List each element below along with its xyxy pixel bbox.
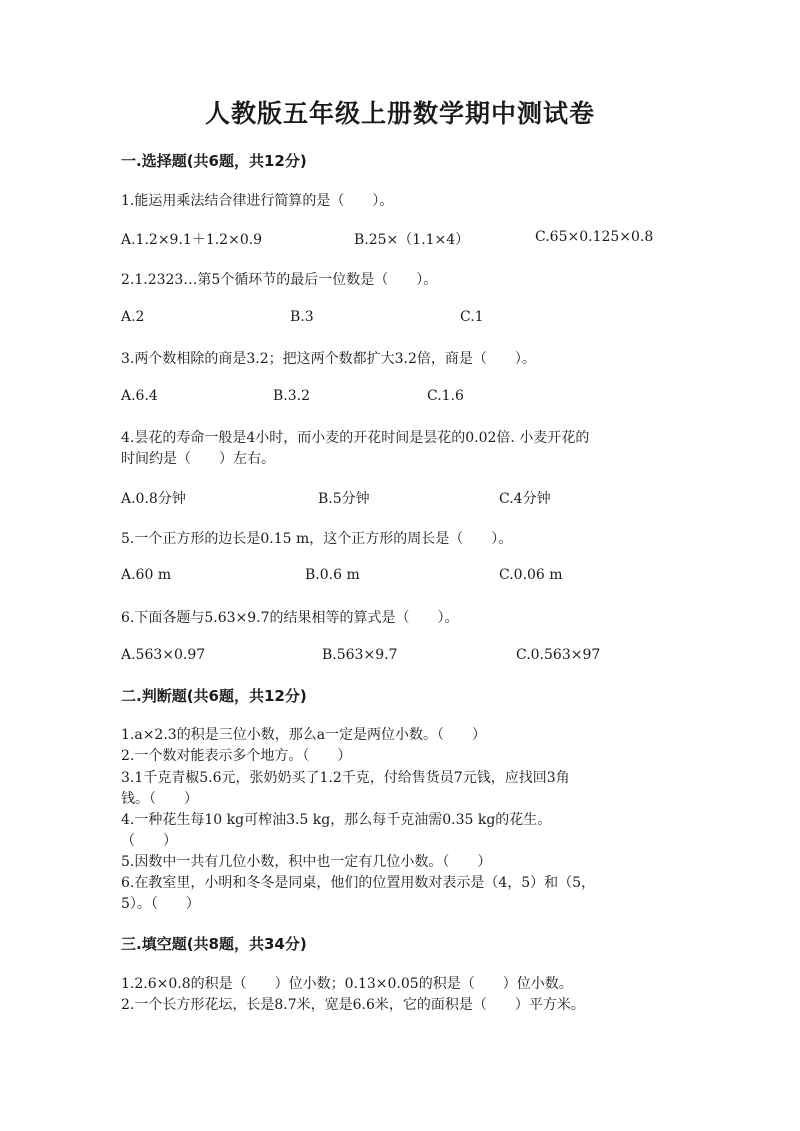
judge-line: 钱。（ ） bbox=[121, 791, 198, 807]
exam-title: 人教版五年级上册数学期中测试卷 bbox=[204, 99, 595, 128]
option-b: B.3 bbox=[290, 309, 314, 325]
option-a: A.60 m bbox=[121, 567, 172, 583]
question-text: 6.下面各题与5.63×9.7的结果相等的算式是（ ）。 bbox=[121, 610, 459, 626]
option-c: C.1 bbox=[460, 309, 484, 325]
section-heading-judge: 二.判断题(共6题，共12分) bbox=[121, 687, 307, 705]
judge-line: 1.a×2.3的积是三位小数，那么a一定是两位小数。（ ） bbox=[121, 727, 487, 743]
judge-line: 5）。（ ） bbox=[121, 896, 200, 912]
option-a: A.0.8分钟 bbox=[121, 491, 186, 507]
question-text: 2.1.2323…第5个循环节的最后一位数是（ ）。 bbox=[121, 272, 438, 288]
question-text-continued: 时间约是（ ）左右。 bbox=[121, 451, 275, 467]
option-b: B.25×（1.1×4） bbox=[354, 232, 470, 248]
option-b: B.3.2 bbox=[273, 388, 311, 404]
option-c: C.0.563×97 bbox=[516, 647, 601, 663]
option-b: B.0.6 m bbox=[305, 567, 360, 583]
fill-line: 2.一个长方形花坛，长是8.7米，宽是6.6米，它的面积是（ ）平方米。 bbox=[121, 997, 585, 1013]
option-c: C.4分钟 bbox=[499, 491, 551, 507]
option-b: B.5分钟 bbox=[318, 491, 370, 507]
judge-line: 6.在教室里，小明和冬冬是同桌，他们的位置用数对表示是（4，5）和（5， bbox=[121, 875, 596, 891]
fill-line: 1.2.6×0.8的积是（ ）位小数；0.13×0.05的积是（ ）位小数。 bbox=[121, 976, 573, 992]
question-text: 3.两个数相除的商是3.2；把这两个数都扩大3.2倍，商是（ ）。 bbox=[121, 351, 536, 367]
section-heading-choice: 一.选择题(共6题，共12分) bbox=[121, 152, 307, 170]
option-a: A.2 bbox=[121, 309, 145, 325]
option-b: B.563×9.7 bbox=[322, 647, 398, 663]
option-a: A.563×0.97 bbox=[121, 647, 206, 663]
judge-line: 2.一个数对能表示多个地方。（ ） bbox=[121, 748, 352, 764]
section-heading-fill: 三.填空题(共8题，共34分) bbox=[121, 935, 307, 953]
question-text: 4.昙花的寿命一般是4小时，而小麦的开花时间是昙花的0.02倍. 小麦开花的 bbox=[121, 430, 590, 446]
judge-line: 4.一种花生每10 kg可榨油3.5 kg，那么每千克油需0.35 kg的花生。 bbox=[121, 812, 552, 828]
question-text: 5.一个正方形的边长是0.15 m，这个正方形的周长是（ ）。 bbox=[121, 531, 513, 547]
option-c: C.65×0.125×0.8 bbox=[535, 229, 654, 245]
option-a: A.6.4 bbox=[121, 388, 158, 404]
judge-line: 3.1千克青椒5.6元，张奶奶买了1.2千克，付给售货员7元钱，应找回3角 bbox=[121, 770, 570, 786]
option-a: A.1.2×9.1＋1.2×0.9 bbox=[121, 232, 263, 248]
option-c: C.0.06 m bbox=[499, 567, 563, 583]
option-c: C.1.6 bbox=[427, 388, 464, 404]
judge-line: （ ） bbox=[121, 833, 177, 849]
question-text: 1.能运用乘法结合律进行简算的是（ ）。 bbox=[121, 193, 394, 209]
judge-line: 5.因数中一共有几位小数，积中也一定有几位小数。（ ） bbox=[121, 854, 492, 870]
